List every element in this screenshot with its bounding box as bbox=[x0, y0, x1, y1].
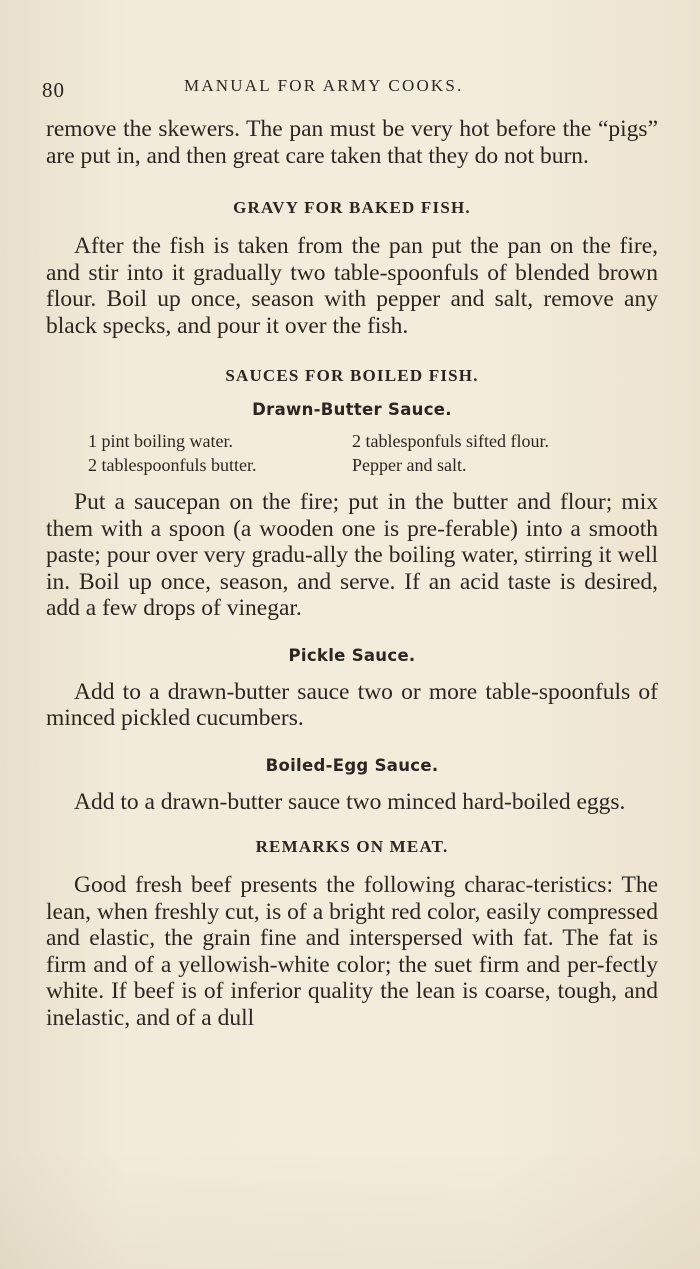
section-heading-remarks: REMARKS ON MEAT. bbox=[255, 837, 449, 856]
boiled-egg-paragraph: Add to a drawn-butter sauce two minced hard-boiled eggs. bbox=[74, 788, 626, 815]
ingredient-item: 2 tablespoonfuls butter. bbox=[88, 455, 257, 475]
continuation-paragraph: remove the skewers. The pan must be very hot before the “pigs” are put in, and then great care taken that they do not burn. bbox=[46, 116, 658, 169]
running-head: MANUAL FOR ARMY COOKS. bbox=[184, 76, 464, 95]
subheading-pickle: Pickle Sauce. bbox=[288, 645, 416, 665]
page-header bbox=[42, 72, 662, 102]
drawn-butter-paragraph: Put a saucepan on the fire; put in the butter and flour; mix them with a spoon (a wooden one is pre-ferable) into a smooth paste; pour over very gradu-ally the boiling water, stirring it well in. Boil up once, season, and serve. If an acid taste is desired, add a few drops of vinegar. bbox=[46, 489, 658, 621]
subheading-drawn-butter: Drawn-Butter Sauce. bbox=[252, 400, 452, 419]
page-shading bbox=[0, 1149, 700, 1269]
ingredient-list bbox=[88, 429, 658, 477]
gravy-paragraph: After the fish is taken from the pan put the pan on the fire, and stir into it gradually two table-spoonfuls of blended brown flour. Boil up once, season with pepper and salt, remove any black specks, and pour it over the fish. bbox=[46, 233, 658, 339]
subheading-boiled-egg: Boiled-Egg Sauce. bbox=[265, 755, 439, 775]
ingredient-item: 2 tablesponfuls sifted flour. bbox=[352, 431, 549, 451]
ingredient-item: 1 pint boiling water. bbox=[88, 431, 233, 451]
page-content bbox=[46, 116, 658, 1031]
section-heading-gravy: GRAVY FOR BAKED FISH. bbox=[233, 198, 471, 217]
remarks-paragraph: Good fresh beef presents the following charac-teristics: The lean, when freshly cut, is of a bright red color, easily compressed and elastic, the grain fine and interspersed with fat. The fat is firm and of a yellowish-white color; the suet firm and per-fectly white. If beef is of inferior quality the lean is coarse, tough, and inelastic, and of a dull bbox=[46, 872, 658, 1031]
page-number: 80 bbox=[42, 78, 65, 102]
ingredient-item: Pepper and salt. bbox=[352, 455, 467, 475]
pickle-paragraph: Add to a drawn-butter sauce two or more table-spoonfuls of minced pickled cucumbers. bbox=[46, 678, 658, 731]
section-heading-sauces: SAUCES FOR BOILED FISH. bbox=[225, 366, 479, 385]
